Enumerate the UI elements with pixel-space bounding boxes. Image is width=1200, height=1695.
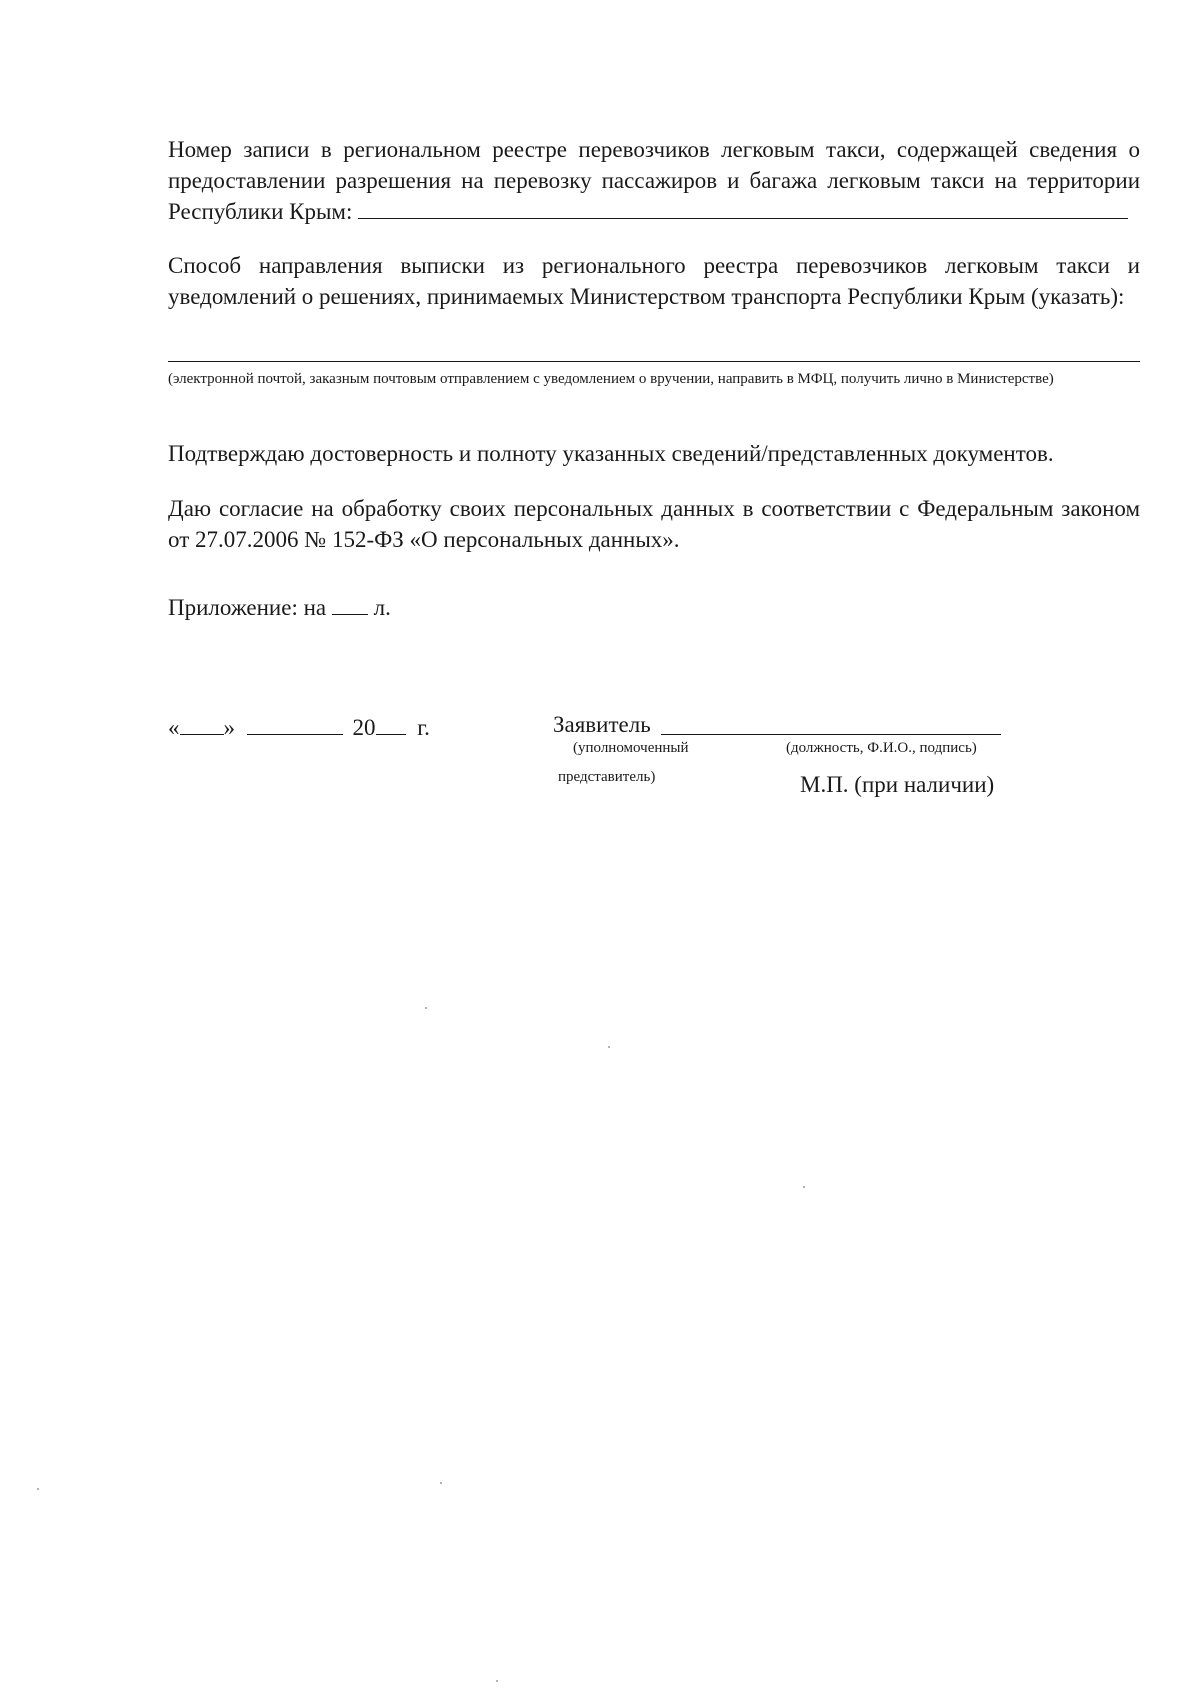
scan-speck (496, 1680, 498, 1682)
scan-speck (37, 1488, 39, 1490)
applicant-role-line2: представитель) (558, 769, 656, 785)
attachment-pages-field[interactable] (332, 592, 368, 615)
date-line (168, 712, 430, 741)
date-month-field[interactable] (247, 712, 343, 735)
signature-line (661, 712, 1001, 741)
date-open-quote: « (168, 715, 180, 740)
applicant-label: Заявитель (553, 712, 651, 737)
date-day-field[interactable] (180, 712, 224, 735)
scan-speck (608, 1046, 610, 1048)
registry-entry-field[interactable] (358, 200, 1128, 219)
delivery-method-paragraph (168, 250, 1140, 312)
registry-entry-paragraph (168, 134, 1140, 227)
stamp-note: М.П. (при наличии) (800, 772, 995, 797)
scan-speck (440, 1482, 442, 1484)
date-year-suffix: г. (417, 715, 430, 740)
signature-field[interactable] (661, 712, 1001, 735)
scan-speck (425, 1007, 427, 1009)
confirmation-paragraph: Подтверждаю достоверность и полноту указанных сведений/представленных документов. (168, 441, 1054, 466)
delivery-method-field[interactable] (168, 361, 1140, 362)
attachment-suffix: л. (373, 595, 391, 620)
registry-entry-text: Номер записи в региональном реестре перевозчиков легковым такси, содержащей сведения о предоставлении разрешения на перевозку пассажиров и багажа легковым такси на территории Республики Крым: (168, 137, 1140, 224)
date-year-field[interactable] (376, 712, 406, 735)
attachment-line (168, 592, 1140, 623)
scan-speck (803, 1186, 805, 1188)
date-close-quote: » (223, 715, 235, 740)
attachment-prefix: Приложение: на (168, 595, 327, 620)
consent-paragraph: Даю согласие на обработку своих персональных данных в соответствии с Федеральным законом от 27.07.2006 № 152-ФЗ «О персональных данных». (168, 496, 1140, 552)
applicant-role-line1: (уполномоченный (573, 740, 689, 756)
delivery-method-hint: (электронной почтой, заказным почтовым отправлением с уведомлением о вручении, направить в МФЦ, получить лично в Министерстве) (168, 371, 1054, 387)
signature-caption: (должность, Ф.И.О., подпись) (786, 740, 977, 756)
delivery-method-text: Способ направления выписки из регионального реестра перевозчиков легковым такси и уведомлений о решениях, принимаемых Министерством транспорта Республики Крым (указать): (168, 253, 1140, 309)
date-year-prefix: 20 (352, 715, 376, 740)
